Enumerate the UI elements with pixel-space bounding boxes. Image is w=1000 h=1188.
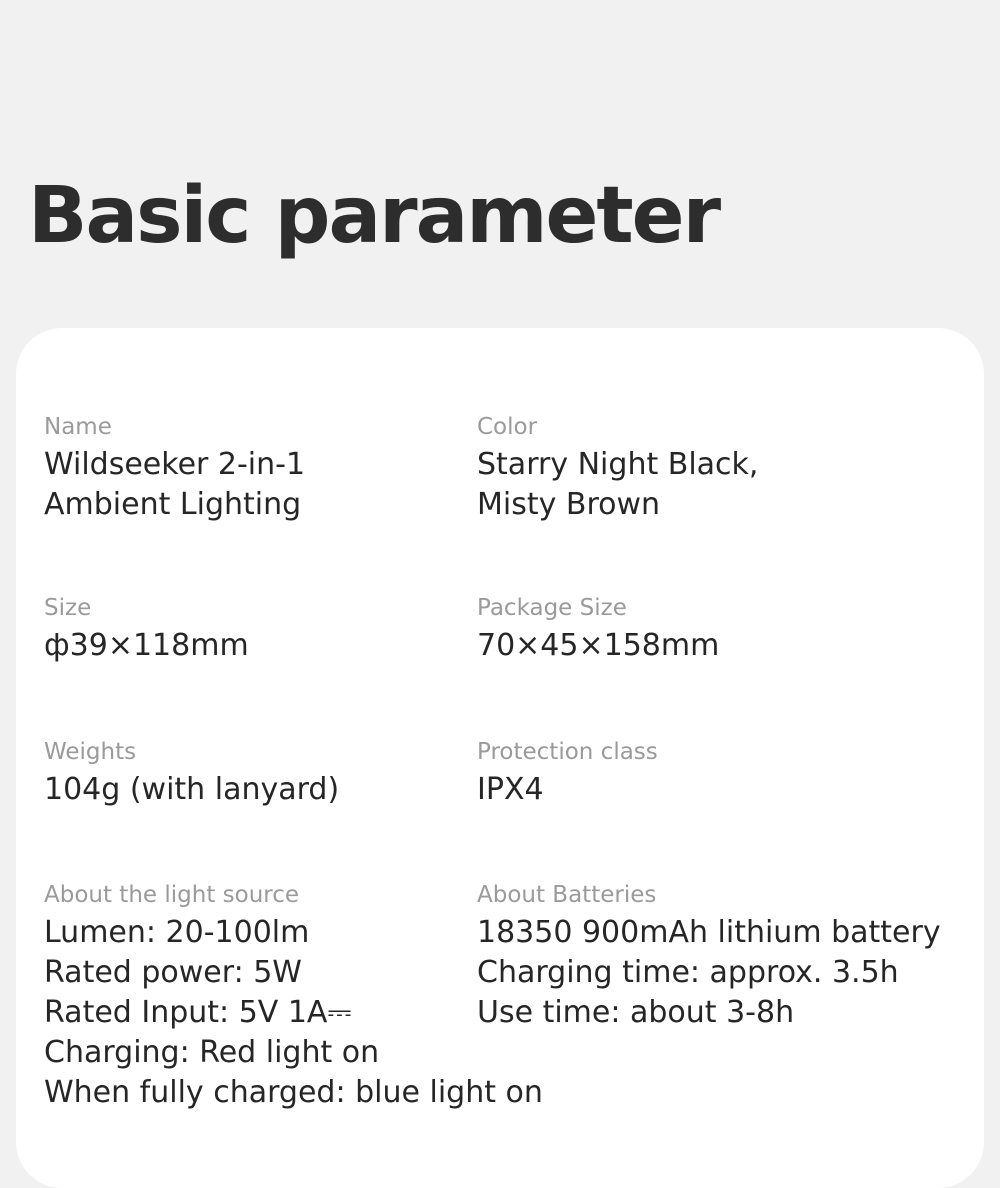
spec-weights-value: 104g (with lanyard) [44,772,340,807]
spec-name [44,409,305,525]
spec-color-line-1: Starry Night Black, [477,447,759,482]
spec-size-label: Size [44,595,92,621]
spec-name-line-2: Ambient Lighting [44,487,302,522]
spec-package-size-label: Package Size [477,595,627,621]
spec-size-value: ф39×118mm [44,628,249,663]
spec-protection-class-value: IPX4 [477,772,544,807]
spec-light-source-line-4: Charging: Red light on [44,1035,380,1070]
spec-protection-class-label: Protection class [477,739,658,765]
spec-weights [44,734,339,810]
spec-card [16,328,984,1188]
spec-batteries [477,877,941,1033]
spec-color-label: Color [477,414,538,440]
spec-protection-class [477,734,658,810]
spec-batteries-label: About Batteries [477,882,657,908]
spec-color-line-2: Misty Brown [477,487,661,522]
spec-name-line-1: Wildseeker 2-in-1 [44,447,306,482]
spec-batteries-line-1: 18350 900mAh lithium battery [477,915,941,950]
page-title: Basic parameter [28,171,720,261]
spec-batteries-line-2: Charging time: approx. 3.5h [477,955,899,990]
spec-weights-label: Weights [44,739,137,765]
spec-size [44,590,249,666]
spec-color [477,409,758,525]
spec-light-source [44,877,543,1113]
spec-light-source-line-3: Rated Input: 5V 1A⎓ [44,995,352,1030]
spec-name-label: Name [44,414,112,440]
spec-package-size [477,590,719,666]
spec-batteries-line-3: Use time: about 3-8h [477,995,795,1030]
spec-light-source-line-1: Lumen: 20-100lm [44,915,310,950]
spec-light-source-line-5: When fully charged: blue light on [44,1075,543,1110]
spec-light-source-line-2: Rated power: 5W [44,955,302,990]
spec-light-source-label: About the light source [44,882,300,908]
spec-package-size-value: 70×45×158mm [477,628,720,663]
